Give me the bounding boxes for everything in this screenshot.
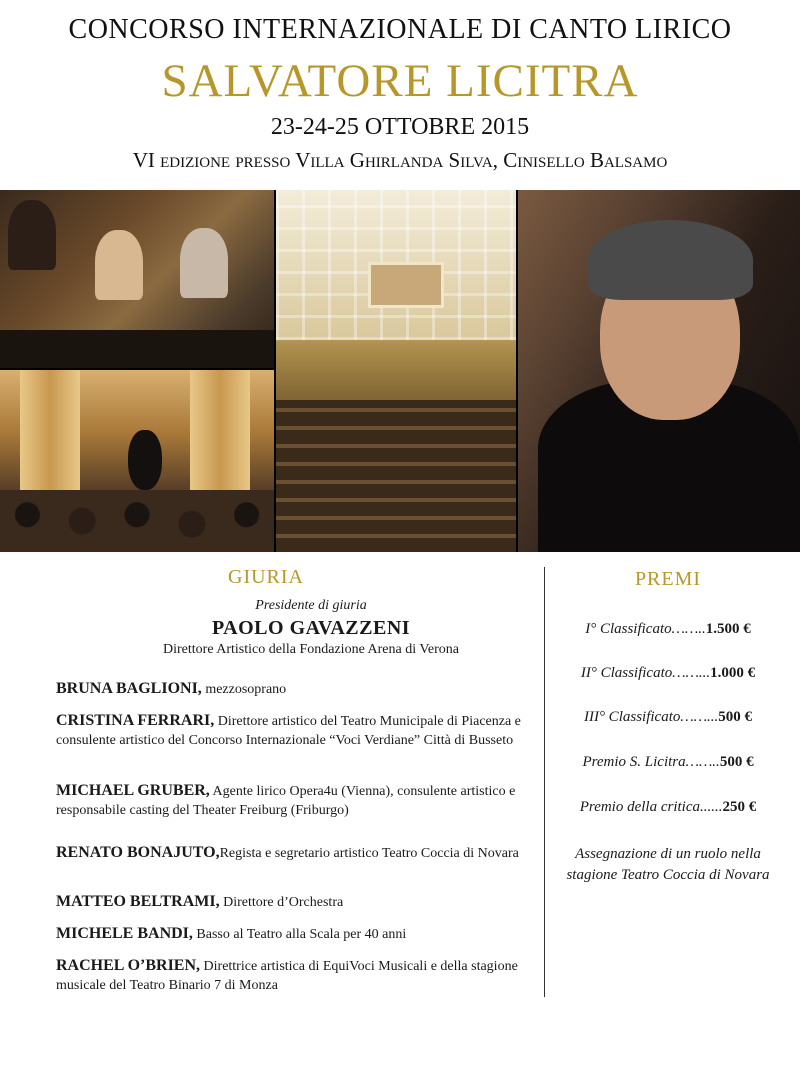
president-role: Direttore Artistico della Fondazione Arena di Verona <box>163 642 459 657</box>
prize-amount: 500 € <box>718 709 753 725</box>
jury-member <box>56 781 536 820</box>
member-role: Direttore artistico del Teatro Municipale di Piacenza e consulente artistico del Concorso Internazionale “Voci Verdiane” Città di Busseto <box>56 714 521 748</box>
room-photo <box>276 190 516 552</box>
member-role: Direttrice artistica di EquiVoci Musicali e della stagione musicale del Teatro Binario 7 di Monza <box>56 959 518 993</box>
prize-amount: 1.500 € <box>705 621 751 637</box>
curtain <box>20 370 80 490</box>
jury-member <box>56 843 536 863</box>
prize-label: II° Classificato……... <box>580 665 711 681</box>
jury-table <box>0 330 274 368</box>
ceiling-fresco <box>368 262 444 308</box>
prize-label: III° Classificato……... <box>583 709 719 725</box>
prize-item <box>556 709 780 726</box>
jury-member-figure <box>95 230 143 300</box>
curtain <box>190 370 250 490</box>
member-name: MATTEO BELTRAMI, <box>56 893 220 910</box>
president-label: Presidente di giuria <box>255 598 367 613</box>
jury-member <box>56 924 536 944</box>
member-name: MICHAEL GRUBER, <box>56 782 210 799</box>
jury-member-figure <box>8 200 56 270</box>
prize-item <box>556 665 780 682</box>
singer-hair <box>588 220 753 300</box>
prize-amount: 250 € <box>722 799 757 815</box>
member-role: mezzosoprano <box>201 682 287 697</box>
president-name: PAOLO GAVAZZENI <box>211 617 411 639</box>
member-role: Basso al Teatro alla Scala per 40 anni <box>192 927 407 942</box>
singer-portrait <box>518 190 800 552</box>
prize-label: I° Classificato…….. <box>585 621 706 637</box>
audience <box>0 490 274 552</box>
prize-item <box>556 754 780 771</box>
column-divider <box>544 567 545 997</box>
singer-figure <box>128 430 162 490</box>
prize-amount: 1.000 € <box>710 665 756 681</box>
giuria-title: GIURIA <box>228 566 304 588</box>
hall-photo <box>0 370 274 552</box>
competition-dates: 23-24-25 OTTOBRE 2015 <box>270 114 530 140</box>
member-role: Regista e segretario artistico Teatro Coccia di Novara <box>219 846 519 861</box>
jury-member <box>56 711 536 750</box>
prize-label: Premio S. Licitra…….. <box>582 754 720 770</box>
member-name: RACHEL O’BRIEN, <box>56 957 201 974</box>
competition-venue: VI edizione presso Villa Ghirlanda Silva, Cinisello Balsamo <box>132 148 668 172</box>
premi-title: PREMI <box>634 568 702 590</box>
jury-member <box>56 892 536 912</box>
prize-note: Assegnazione di un ruolo nella stagione Teatro Coccia di Novara <box>566 846 770 883</box>
member-role: Direttore d’Orchestra <box>219 895 344 910</box>
prize-item <box>556 621 780 638</box>
prize-item <box>556 799 780 816</box>
jury-member <box>56 956 536 995</box>
member-name: CRISTINA FERRARI, <box>56 712 215 729</box>
member-name: BRUNA BAGLIONI, <box>56 680 202 697</box>
prize-label: Premio della critica...... <box>579 799 723 815</box>
competition-name: SALVATORE LICITRA <box>161 55 639 107</box>
competition-title: CONCORSO INTERNAZIONALE DI CANTO LIRICO <box>68 14 732 45</box>
jury-photo <box>0 190 274 368</box>
jury-member <box>56 679 536 699</box>
prize-amount: 500 € <box>719 754 754 770</box>
photo-collage <box>0 190 800 552</box>
audience-seats <box>276 400 516 552</box>
poster-header <box>0 0 800 190</box>
jury-member-figure <box>180 228 228 298</box>
member-name: RENATO BONAJUTO, <box>56 844 220 861</box>
member-role: Agente lirico Opera4u (Vienna), consulente artistico e responsabile casting del Theater Freiburg (Friburgo) <box>56 784 516 818</box>
member-name: MICHELE BANDI, <box>56 925 193 942</box>
